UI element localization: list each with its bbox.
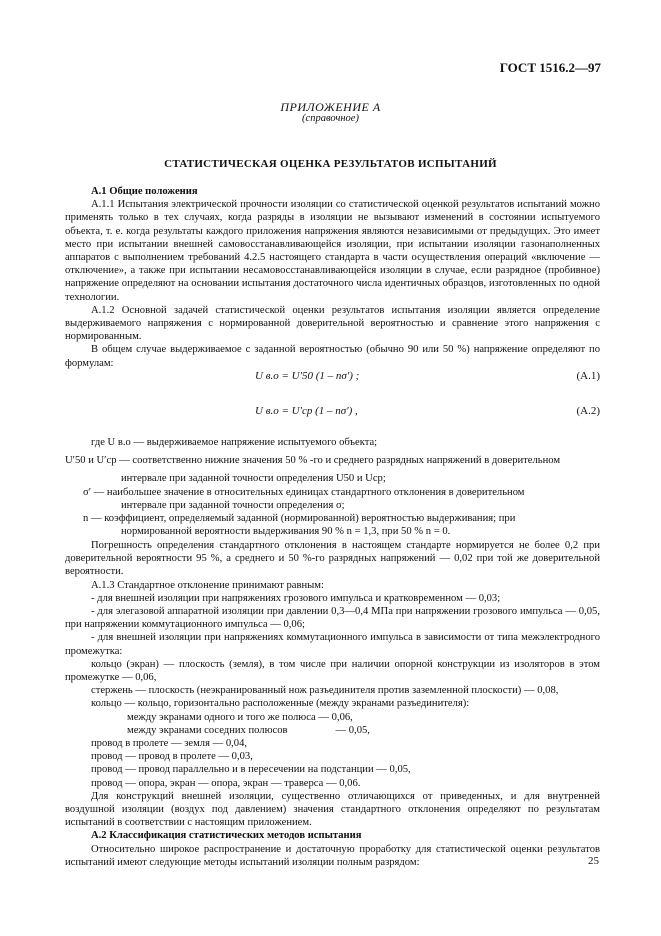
list-item: между экранами одного и того же полюса — 0,06,: [127, 711, 353, 723]
list-item: [65, 724, 600, 737]
page-number: 25: [588, 855, 599, 867]
list-item-label: между экранами соседних полюсов: [127, 724, 288, 736]
list-item: стержень — плоскость (неэкранированный нож разъединителя против заземленной плоскости) — 0,08,: [91, 685, 559, 697]
section-a1: [65, 185, 600, 370]
formula-number: (А.2): [576, 405, 600, 417]
definition: n — коэффициент, определяемый заданной (нормированной) вероятностью выдерживания; при: [83, 513, 516, 525]
paragraph: Погрешность определения стандартного отклонения в настоящем стандарте нормируется не более 0,2 при доверительной вероятности 95 %, а среднего и 50 %-го разрядных напряжений — 0,02 при той же доверительной вероятности.: [65, 540, 600, 578]
definition-cont: нормированной вероятности выдерживания 90 % n = 1,3, при 50 % n = 0.: [121, 526, 451, 538]
list-item: - для элегазовой аппаратной изоляции при давлении 0,3—0,4 МПа при напряжении грозового импульса — 0,05, при напряжении коммутационного импульса — 0,06;: [65, 606, 600, 631]
paragraph: А.1.3 Стандартное отклонение принимают равным:: [91, 579, 324, 591]
paragraph: А.1.1 Испытания электрической прочности изоляции со статистической оценкой результатов испытаний можно применять только в тех случаях, когда разряды в изоляции не вызывают изменений в состоянии испытуемого объекта, т. е. когда результаты каждого приложения напряжения являются независимыми от предыдущих. Это имеет место при испытании внешней самовосстанавливающейся изоляции, при испытании изоляции газонаполненных аппаратов с выполнением требований 4.2.5 настоящего стандарта в части осуществления операций «включение — отключение», а также при испытании несамовосстанавливающейся изоляции в случае, если разрядное (пробивное) напряжение определяют на основании испытания достаточного числа идентичных образцов, изготовленных по одной технологии.: [65, 199, 600, 303]
list-item: провод — опора, экран — опора, экран — траверса — 0,06.: [91, 777, 361, 789]
definition-cont: интервале при заданной точности определения U50 и Uср;: [121, 473, 386, 485]
list-item: кольцо (экран) — плоскость (земля), в том числе при наличии опорной конструкции из изоляторов в этом промежутке — 0,06,: [65, 658, 600, 684]
section-a13: [65, 539, 600, 869]
section-heading: А.2 Классификация статистических методов испытания: [91, 830, 362, 842]
definition: σ′ — наибольшее значение в относительных единицах стандартного отклонения в доверительном: [83, 486, 525, 498]
paragraph: А.1.2 Основной задачей статистической оценки результатов испытания изоляции является определение выдерживаемого напряжения с нормированной доверительной вероятностью и сравнение этого напряжения с нормированным.: [65, 304, 600, 343]
list-item: провод — провод в пролете — 0,03,: [91, 751, 253, 763]
list-item: - для внешней изоляции при напряжениях коммутационного импульса в зависимости от типа межэлектродного промежутка:: [65, 632, 600, 657]
list-item: - для внешней изоляции при напряжениях грозового импульса и кратковременном — 0,03;: [91, 592, 501, 604]
main-title: СТАТИСТИЧЕСКАЯ ОЦЕНКА РЕЗУЛЬТАТОВ ИСПЫТАНИЙ: [164, 158, 497, 170]
list-item: провод в пролете — земля — 0,04,: [91, 738, 248, 750]
section-heading: А.1 Общие положения: [91, 186, 198, 197]
formula-expression: U в.о = U′ср (1 – nσ′) ,: [255, 405, 358, 417]
paragraph: Относительно широкое распространение и достаточную проработку для статистической оценки результатов испытаний имеют следующие методы испытаний изоляции полным разрядом:: [65, 843, 600, 868]
definition-cont: интервале при заданной точности определения σ;: [121, 499, 345, 511]
appendix-subtitle: (справочное): [302, 113, 359, 124]
list-item-value: — 0,05,: [335, 724, 370, 736]
list-item: провод — провод параллельно и в пересечении на подстанции — 0,05,: [91, 764, 411, 776]
definition: U′50 и U′ср — соответственно нижние значения 50 % -го и среднего разрядных напряжений в доверительном: [65, 455, 561, 467]
definition: где U в.о — выдерживаемое напряжение испытуемого объекта;: [91, 437, 378, 448]
paragraph: В общем случае выдерживаемое с заданной вероятностью (обычно 90 или 50 %) напряжение определяют по формулам:: [65, 344, 600, 369]
formula-number: (А.1): [576, 370, 600, 382]
appendix-title: ПРИЛОЖЕНИЕ А: [280, 100, 381, 114]
paragraph: Для конструкций внешней изоляции, существенно отличающихся от приведенных, и для внутренней воздушной изоляции (воздух под давлением) значения стандартного отклонения определяют по результатам испытаний в соответствии с настоящим приложением.: [65, 790, 600, 829]
list-item: кольцо — кольцо, горизонтально расположенные (между экранами разъединителя):: [91, 698, 470, 710]
definitions: [65, 436, 600, 538]
document-code: ГОСТ 1516.2—97: [499, 60, 601, 75]
formula-expression: U в.о = U′50 (1 – nσ′) ;: [255, 370, 360, 382]
